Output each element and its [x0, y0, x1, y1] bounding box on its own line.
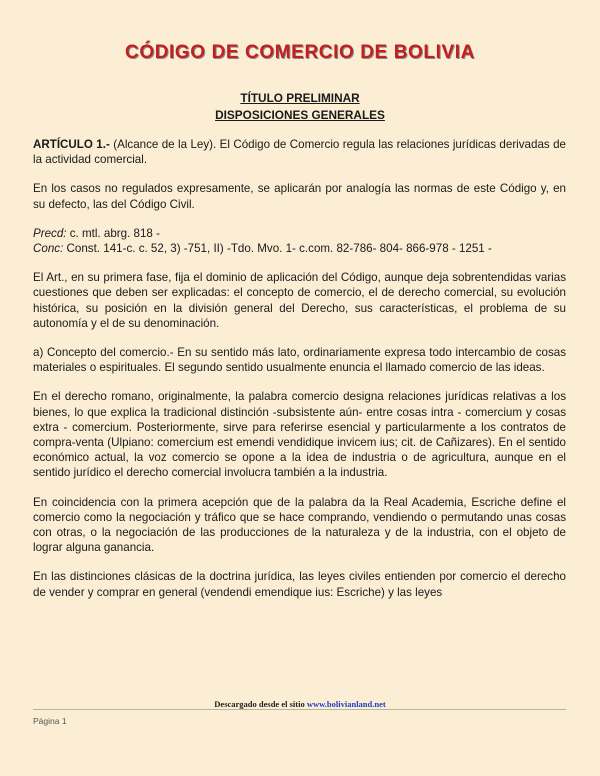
footer-prefix: Descargado desde el sitio — [214, 699, 307, 709]
paragraph-concept: a) Concepto del comercio.- En su sentido más lato, ordinariamente expresa todo intercambio de cosas materiales o espirituales. El segundo sentido usualmente enuncia el llamado comercio de las ideas. — [33, 346, 566, 375]
document-body — [33, 137, 566, 614]
precd-reference — [33, 226, 566, 241]
paragraph-roman-law: En el derecho romano, originalmente, la palabra comercio designa relaciones jurídicas relativas a los bienes, lo que explica la tradicional distinción -subsistente aún- entre cosas intra - comercium y cosas extra - comercium. Posteriormente, sirve para referirse esencial y particularmente a los contratos de compra-venta (Ulpiano: comercium est emendi vendidique invicem ius; cit. de Cañizares). En el sentido económico actual, la voz comercio se opone a la idea de industria o de agricultura, aunque en el sentido jurídico el derecho comercial involucra también a la industria. — [33, 390, 566, 480]
precd-label: Precd: — [33, 226, 67, 240]
section-heading-disposiciones: DISPOSICIONES GENERALES — [215, 108, 385, 122]
document-title: CÓDIGO DE COMERCIO DE BOLIVIA — [125, 42, 475, 63]
page-number: Página 1 — [33, 716, 67, 726]
paragraph-art-scope: El Art., en su primera fase, fija el dominio de aplicación del Código, aunque deja sobrentendidas varias cuestiones que deben ser explicadas: el concepto de comercio, el de derecho comercial, su evolución histórica, su posición en la división general del Derecho, sus características, el problema de su autonomía y el de su denominación. — [33, 271, 566, 330]
paragraph-analogy: En los casos no regulados expresamente, se aplicarán por analogía las normas de este Código y, en su defecto, las del Código Civil. — [33, 182, 566, 211]
article-paragraph — [33, 137, 566, 167]
section-heading-preliminar: TÍTULO PRELIMINAR — [240, 91, 360, 105]
footer-site-link[interactable]: www.bolivianland.net — [306, 699, 386, 709]
conc-text: Const. 141-c. c. 52, 3) -751, II) -Tdo. Mvo. 1- c.com. 82-786- 804- 866-978 - 1251 - — [63, 242, 492, 256]
footer-divider — [33, 709, 566, 710]
precd-text: c. mtl. abrg. 818 - — [66, 226, 160, 240]
paragraph-doctrine: En las distinciones clásicas de la doctrina jurídica, las leyes civiles entienden por comercio el derecho de vender y comprar en general (vendendi emendique ius: Escriche) y las leyes — [33, 570, 566, 599]
article-label: ARTÍCULO 1.- — [33, 138, 110, 151]
conc-label: Conc: — [33, 242, 64, 256]
conc-reference — [33, 241, 566, 256]
footer-download-note — [0, 699, 600, 709]
article-text: (Alcance de la Ley). El Código de Comercio regula las relaciones jurídicas derivadas de la actividad comercial. — [33, 138, 566, 167]
paragraph-escriche: En coincidencia con la primera acepción que de la palabra da la Real Academia, Escriche define el comercio como la negociación y tráfico que se hace comprando, vendiendo o permutando unas cosas con otras, o la negociación de las producciones de la naturaleza y de la industria, con el objeto de lograr alguna ganancia. — [33, 495, 566, 555]
